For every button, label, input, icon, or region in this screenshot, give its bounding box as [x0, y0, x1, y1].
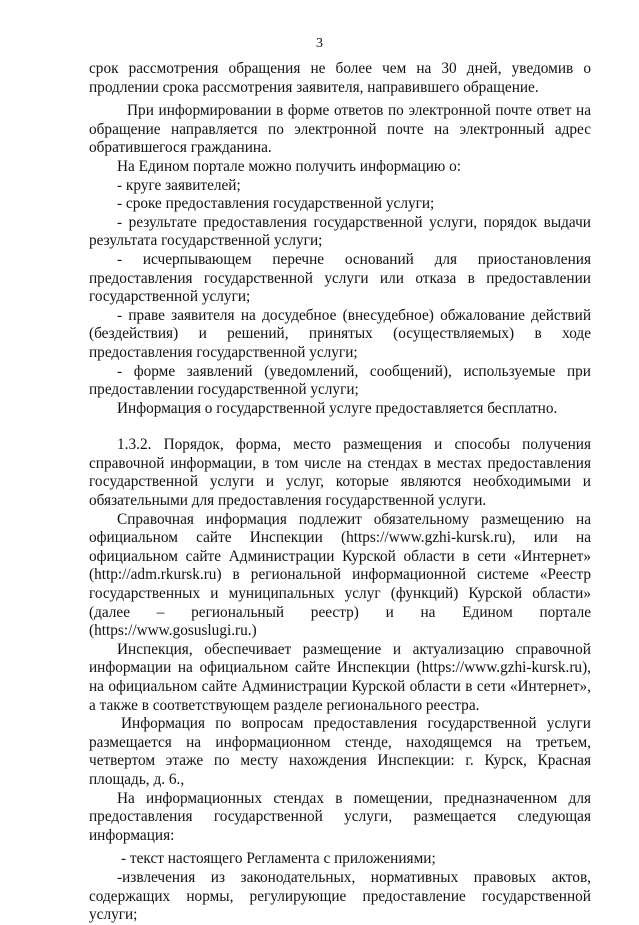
page-number: 3: [316, 36, 323, 51]
list-item-application-form: - форме заявлений (уведомлений, сообщений), используемые при предоставлении государственной услуги;: [89, 362, 591, 399]
paragraph-info-stand: Информация по вопросам предоставления государственной услуги размещается на информационном стенде, находящемся на третьем, четвертом этаже по месту нахождения Инспекции: г. Курск, Красная площадь, д. 6.,: [89, 715, 591, 788]
paragraph-portal-intro: На Едином портале можно получить информацию о:: [117, 157, 462, 175]
list-item-result: - результате предоставления государственной услуги, порядок выдачи результата государственной услуги;: [89, 213, 591, 250]
list-item-deadline: - сроке предоставления государственной услуги;: [117, 195, 435, 213]
paragraph-review-period: срок рассмотрения обращения не более чем на 30 дней, уведомив о продлении срока рассмотрения заявителя, направившего обращение.: [89, 60, 591, 96]
list-item-regulation-text: - текст настоящего Регламента с приложениями;: [121, 850, 436, 868]
document-body: [89, 60, 591, 925]
paragraph-stands-content: На информационных стендах в помещении, предназначенном для предоставления государственной услуги, размещается следующая информация:: [89, 789, 591, 844]
paragraph-inspection-publishing: Инспекция, обеспечивает размещение и актуализацию справочной информации на официальном сайте Инспекции (https://www.gzhi-kursk.ru), на официальном сайте Администрации Курской области в сети «Интернет», а также в соответствующем разделе регионального реестра.: [89, 640, 591, 714]
paragraph-free-info: Информация о государственной услуге предоставляется бесплатно.: [117, 399, 558, 417]
list-item-grounds: - исчерпывающем перечне оснований для приостановления предоставления государственной услуги или отказа в предоставлении государственной услуги;: [89, 250, 591, 306]
paragraph-email-answers: При информировании в форме ответов по электронной почте ответ на обращение направляется по электронной почте на электронный адрес обратившегося гражданина.: [89, 102, 591, 157]
paragraph-reference-info: Справочная информация подлежит обязательному размещению на официальном сайте Инспекции (https://www.gzhi-kursk.ru), или на официальном сайте Администрации Курской области в сети «Интернет» (http://adm.rkursk.ru) в региональной информационной системе «Реестр государственных и муниципальных услуг (функций) Курской области» (далее – региональный реестр) и на Едином портале (https://www.gosuslugi.ru.): [89, 510, 591, 640]
section-heading-1-3-2: 1.3.2. Порядок, форма, место размещения и способы получения справочной информации, в том числе на стендах в местах предоставления государственной услуги и услуг, которые являются необходимыми и обязательными для предоставления государственной услуги.: [89, 436, 591, 510]
list-item-applicants: - круге заявителей;: [117, 176, 241, 194]
list-item-appeal-right: - праве заявителя на досудебное (внесудебное) обжалование действий (бездействия) и решений, принятых (осуществляемых) в ходе предоставления государственной услуги;: [89, 306, 591, 361]
list-item-legal-extracts: -извлечения из законодательных, нормативных правовых актов, содержащих нормы, регулирующие предоставление государственной услуги;: [89, 868, 591, 924]
